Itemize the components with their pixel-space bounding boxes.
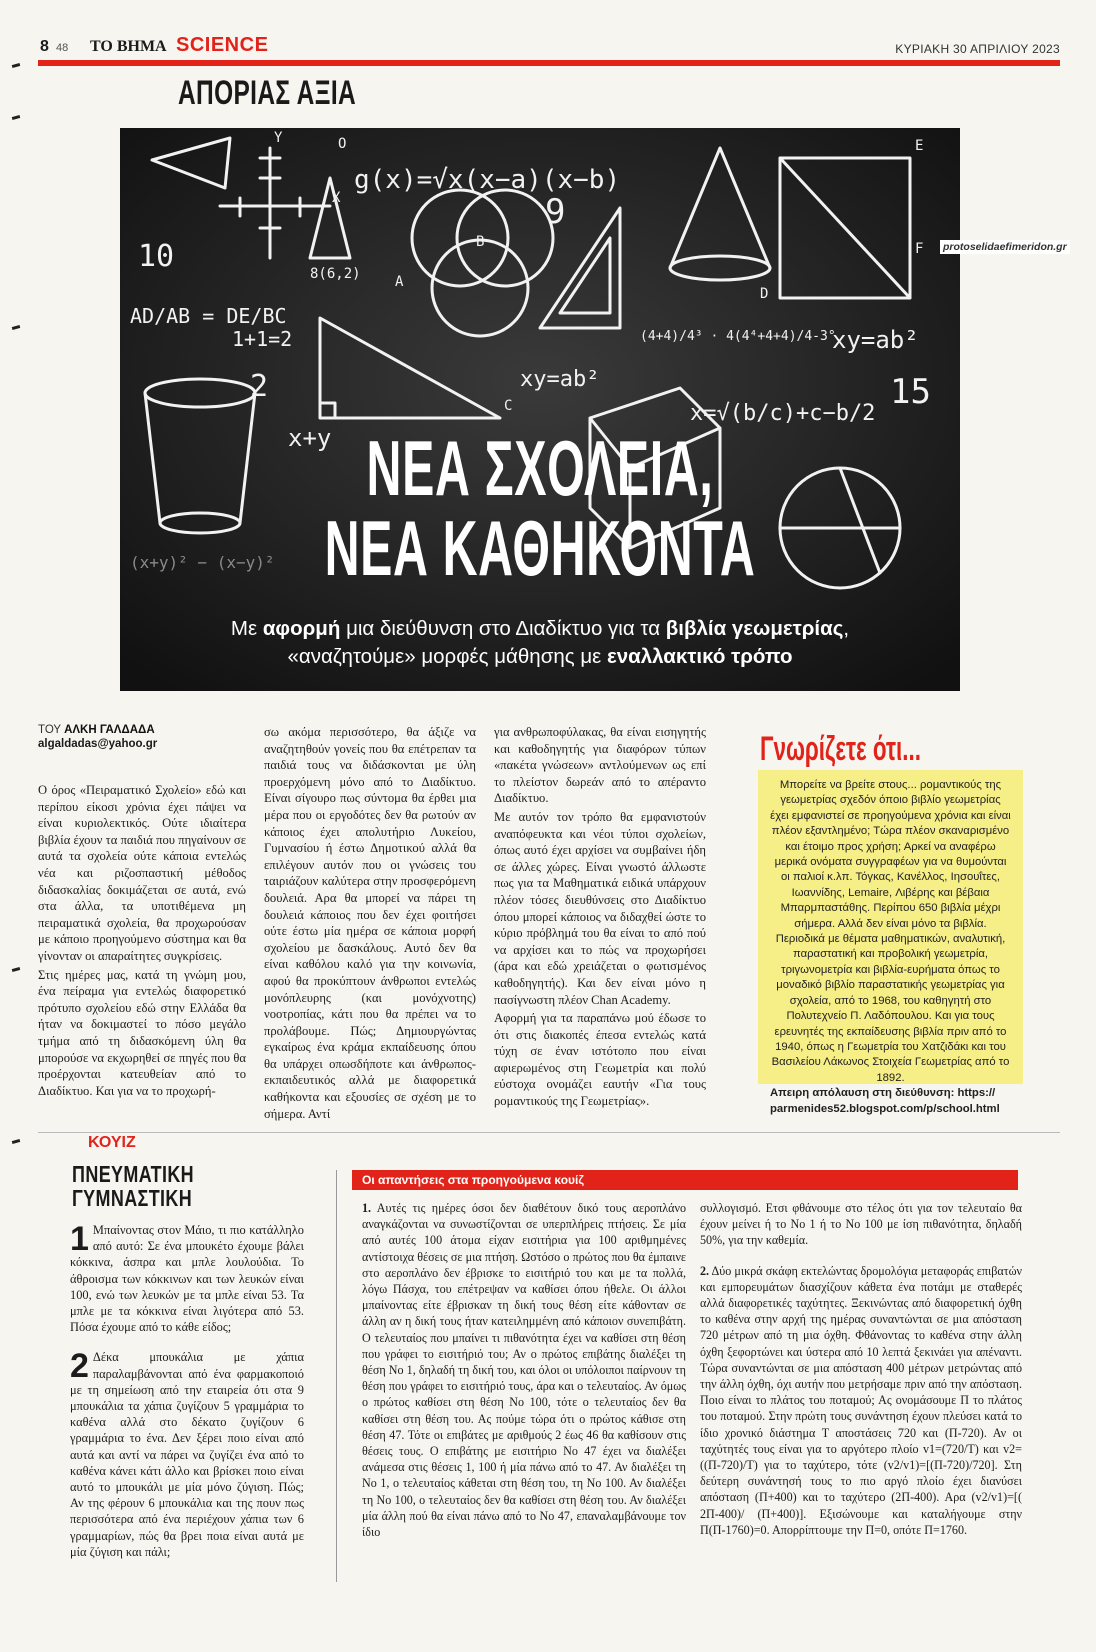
watermark: protoselidaefimeridon.gr (940, 240, 1070, 254)
byline (38, 724, 155, 736)
formula-point: 8(6,2) (310, 266, 361, 282)
question-number: 2 (70, 1347, 89, 1386)
question-text: Δέκα μπουκάλια με χάπια παραλαμβάνονται από ένα φαρμακοποιό με τη σημείωση από την εταιρεία ότι στα 9 μπουκάλια τα χάπια ζυγίζουν 5 γραμμάρια το καθένα αλλά στο δέκατο ζυγίζουν 6 γραμμάρια το ένα. Δεν ξέρει ποιο είναι από αυτά και αντί να πάρει να ζυγίζει ένα από το καθένα κάνει κάτι άλλο και βρίσκει ποιο είναι αυτό το μπουκάλι με μία μόνο ζύγιση. Πώς; Αν της φέρουν 6 μπουκάλια και της πουν πως περισσότερα από ένα περιέχουν χάπια των 6 γραμμαρίων, πώς θα βρει ποια είναι αυτά με μία ζύγιση και πάλι; (70, 1350, 304, 1559)
quiz-label: ΚΟΥΙΖ (88, 1134, 136, 1151)
quiz-questions (70, 1222, 304, 1560)
article-column-1 (38, 782, 246, 1101)
section-name: SCIENCE (176, 34, 269, 56)
quiz-question-1 (70, 1222, 304, 1335)
formula-quadratic: x=√(b/c)+c−b/2 (690, 401, 876, 426)
answer-1 (362, 1200, 686, 1540)
headline-line-1: ΝΕΑ ΣΧΟΛΕΙΑ, (366, 424, 714, 512)
label-c: C (504, 398, 513, 414)
author-name: ΑΛΚΗ ΓΑΛΔΑΔΑ (64, 724, 155, 736)
answers-header-bar: Οι απαντήσεις στα προηγούμενα κουίζ (352, 1170, 1018, 1190)
answers-column-1 (362, 1200, 686, 1542)
answer-number: 2. (700, 1263, 710, 1278)
article-column-2 (264, 724, 476, 1124)
quiz-title-line-1: ΠΝΕΥΜΑΤΙΚΗ (72, 1161, 195, 1187)
quiz-question-2 (70, 1349, 304, 1560)
answers-divider (336, 1170, 337, 1582)
subhead-text: Με (230, 617, 263, 640)
subhead-text: μια διεύθυνση στο Διαδίκτυο για τα (340, 617, 666, 640)
page-number-secondary: 48 (56, 42, 69, 54)
label-y: Y (274, 130, 283, 146)
subhead-bold: αφορμή (262, 617, 341, 640)
formula-x-plus-y: x+y (288, 424, 332, 452)
formula-sum: 1+1=2 (232, 327, 293, 351)
formula-top: g(x)=√x(x−a)(x−b) (354, 165, 621, 195)
paragraph: Ο όρος «Πειραματικό Σχολείο» εδώ και περίπου είκοσι χρόνια έχει πάψει να είναι κυριολεκτικός. Ούτε ιδιαίτερα βιβλία έχουν τα παιδιά που πηγαίνουν σε αυτά τα σχολεία ούτε κάποια εντελώς νέα και ριζοσπαστική μέθοδος διδασκαλίας δοκιμάζεται σε αυτά, ενώ στα άλλα, τα υποτιθέμενα μη πειραματικά σχολεία, θα προχωρούσαν με κάποιο προηγούμενο σύστημα και θα γίνονταν οι απαραίτητες συγκρίσεις. (38, 783, 246, 963)
scan-edge-mark (12, 115, 21, 120)
scan-edge-mark (12, 1139, 21, 1144)
answer-text: Αυτές τις ημέρες όσοι δεν διαθέτουν δικό τους αεροπλάνο αναγκάζονται να συνωστίζονται σε υπερπλήρεις πτήσεις. Σε μία από αυτές 100 άτομα είχαν εισιτήρια για 100 αριθμημένες αντίστοιχα θέσεις σε μια πτήση. Ωστόσο ο πρώτος που θα έμπαινε στο αεροπλάνο δεν έβρισκε το εισιτήριό του και με τα πολλά, λόγω Πάσχα, του επέτρεψαν να καθίσει όπου ήθελε. Οι άλλοι μπαίνοντας είτε έβρισκαν τη δική τους θέση είτε κάθονταν σε άλλη αν η δική τους ήταν κατειλημμένη από κάποιον συνεπιβάτη. Ο τελευταίος που μπαίνει τι πιθανότητα έχει να καθίσει στη θέση που γράφει το εισιτήριό του; Αν ο πρώτος επιβάτης διαλέξει τη θέση Νο 1, δηλαδή τη δική του, και όλοι οι υπόλοιποι παίρνουν τη θέση που γράφει το εισιτήριό τους, άρα και ο τελευταίος. Αν όμως ο πρώτος καθίσει στη θέση Νο 100, τότε ο τελευταίος δεν θα καθίσει στη θέση του. Ας πούμε τώρα ότι ο πρώτος κάθισε στη θέση 47. Τότε οι επιβάτες με αριθμούς 2 έως 46 θα καθίσουν στις θέσεις τους. Ο επιβάτης με εισιτήριο Νο 47 έχει να διαλέξει ανάμεσα στις θέσεις 1, 100 ή μία πάνω από το 47. Αν διαλέξει τη Νο 1, ο τελευταίος κάθεται στη θέση του, τη Νο 100. Αν διαλέξει τη Νο 100, ο τελευταίος δεν θα καθίσει στη θέση του. Αν διαλέξει μία άλλη πού θα είναι πάνω από το Νο 47, επαναλαμβάνουμε τον ίδιο (362, 1201, 686, 1540)
article-column-3 (494, 724, 706, 1112)
label-o: O (338, 136, 347, 152)
newspaper-name: ΤΟ ΒΗΜΑ (90, 38, 167, 55)
column-kicker: ΑΠΟΡΙΑΣ ΑΞΙΑ (178, 74, 357, 112)
subhead-text: , (843, 617, 850, 640)
number-2: 2 (250, 369, 269, 404)
label-d: D (760, 286, 769, 302)
label-b: B (476, 234, 485, 250)
scan-edge-mark (12, 325, 21, 330)
answer-text: Δύο μικρά σκάφη εκτελώντας δρομολόγια μεταφοράς επιβατών και εμπορευμάτων διασχίζουν κάθετα ένα ποτάμι με σταθερές αλλά διαφορετικές ταχύτητες. Ξεκινώντας από διαφορετική όχθη το καθένα στην αρχή της ημέρας συναντώνται σε μια απόσταση 720 μέτρων από τη μια όχθη. Φθάνοντας το καθένα στην άλλη όχθη ξεφορτώνει και ύστερα από 10 λεπτά ξεκινάει για απέναντι. Τώρα συναντώνται σε μια απόσταση 400 μέτρων μετρώντας από την άλλη όχθη, όχι αυτήν που μετρήσαμε πριν από την απόσταση. Ποιο είναι το πλάτος του ποταμού; Ας ονομάσουμε Π το πλάτος του ποταμού. Στην πρώτη τους συνάντηση έχουν πλεύσει κατά το ίδιο χρονικό διάστημα Τ αποστάσεις 720 και (Π-720). Αν οι ταχύτητές τους είναι για το αργότερο πλοίο v1=(720/T) και v2=((Π-720)/T) για το ταχύτερο, τότε (v2/v1)=[(Π-720)/720]. Στη δεύτερη συνάντησή τους το πιο αργό πλοίο έχει διανύσει απόσταση (Π+400) και το ταχύτερο (2Π-400). Αρα (v2/v1)=[( 2Π-400)/ (Π+400)]. Εξισώνουμε και καταλήγουμε στην Π(Π-1760)=0. Απορρίπτουμε την Π=0, οπότε Π=1760. (700, 1263, 1022, 1537)
formula-identity: (x+y)² − (x−y)² (130, 553, 275, 572)
question-number: 1 (70, 1220, 89, 1258)
subhead-bold: εναλλακτικό τρόπο (606, 645, 793, 668)
byline-prefix: ΤΟΥ (38, 724, 65, 736)
did-you-know-title: Γνωρίζετε ότι... (760, 730, 921, 768)
answers-column-2 (700, 1200, 1022, 1540)
author-email[interactable]: algaldadas@yahoo.gr (38, 738, 158, 750)
answer-1-continued: συλλογισμό. Ετσι φθάνουμε στο τέλος ότι για τον τελευταίο θα έχουν μείνει ή το Νο 1 ή το Νο 100 με ίση πιθανότητα, δηλαδή 50%, για την καθεμία. (700, 1201, 1022, 1248)
did-you-know-link-url[interactable]: parmenides52.blogspot.com/p/school.html (770, 1102, 1000, 1115)
paragraph: σω ακόμα περισσότερο, θα άξιζε να αναζητηθούν γονείς που θα επέτρεπαν τα παιδιά τους να διδάσκονται με ύλη προερχόμενη μόνο από το Διαδίκτυο. Είναι σίγουρο πως σύντομα θα έρθει μια μέρα που οι εργοδότες δεν θα ρωτούν αν κάποιος έχει απολυτήριο Λυκείου, Γυμνασίου ή έστω Δημοτικού αλλά θα επιλέγουν αυτόν που οι γνώσεις του ταιριάζουν καλύτερα στην προσφερόμενη δουλειά. Αρα θα μπορεί να πάρει τη δουλειά κάποιος που δεν έχει φοιτήσει ούτε έστω μία ημέρα σε κάποια μορφή σχολείου με δασκάλους. Αυτό δεν θα είναι καθόλου καλό για την κοινωνία, αφού θα προκύπτουν άνθρωποι εντελώς μονόπλευρης (και μονόχνοτης) νοοτροπίας, κάτι που θα πρέπει να το προλάβουμε. Πώς; Δημιουργώντας εγκαίρως ένα κράμα εκπαίδευσης όπου θα υπάρχει οπωσδήποτε και άνθρωπος-εκπαιδευτικός αλλά με διαφορετικά καθήκοντα και εξουσίες σε σχέση με το σήμερα. Αντί (264, 725, 476, 1121)
formula-fraction-middle: (4+4)/4³ · 4(4⁴+4+4)/4-3° (640, 329, 836, 344)
formula-xy-2: xy=ab² (832, 326, 919, 354)
did-you-know-link-label: Απειρη απόλαυση στη διεύθυνση: https:// (770, 1087, 996, 1100)
scan-edge-mark (12, 967, 21, 972)
subhead-bold: βιβλία γεωμετρίας (665, 617, 844, 640)
label-x: X (332, 190, 341, 206)
did-you-know-text: Μπορείτε να βρείτε στους... ρομαντικούς της γεωμετρίας σχεδόν όποιο βιβλίο γεωμετρίας έχει εμφανιστεί σε προηγούμενα χρόνια και είναι πλέον εξαντλημένο; Τώρα πλέον σκαναρισμένο και έτοιμο προς χρήση; Αρκεί να αναφέρω μερικά ονόματα συγγραφέων για να θυμούνται οι παλιοί κ.λπ. Τόγκας, Κανέλλος, Ιησουΐτες, Ιωαννίδης, Lemaire, Λιβέρης και βέβαια Μπαρμπαστάθης. Περίπου 650 βιβλία μέχρι σήμερα. Αλλά δεν είναι μόνο τα βιβλία. Περιοδικά με θέματα μαθηματικών, αναλυτική, παραστατική και προβολική γεωμετρία, τριγωνομετρία και βιβλία-ευρήματα όπως το μοναδικό βιβλίο παραστατικής γεωμετρίας για σχολεία, από το 1968, του καθηγητή στο Πολυτεχνείο Π. Λαδόπουλου. Και για τους ερευνητές της εκπαίδευσης βιβλία πριν από το 1940, όπως η Γεωμετρία του Χατζιδάκι και του Βασιλείου Λάκωνος Στοιχεία Γεωμετρίας από το 1892. (770, 779, 1011, 1084)
headline (120, 424, 960, 592)
label-a: A (395, 274, 404, 290)
subhead-text: «αναζητούμε» μορφές μάθησης με (287, 645, 607, 668)
label-f: F (915, 241, 924, 257)
header-rule (38, 60, 1060, 66)
answer-number: 1. (362, 1201, 372, 1215)
label-e: E (915, 138, 924, 154)
quiz-separator (38, 1132, 1060, 1133)
subheadline (120, 615, 960, 671)
number-10: 10 (138, 239, 175, 274)
issue-date: ΚΥΡΙΑΚΗ 30 ΑΠΡΙΛΙΟΥ 2023 (895, 42, 1060, 56)
page-number: 8 (40, 38, 49, 55)
question-text: Μπαίνοντας στον Μάιο, τι πιο κατάλληλο από αυτό: Σε ένα μπουκέτο έχουμε βάλει κόκκινα, άσπρα και μπλε λουλούδια. Το άθροισμα των κόκκινων και των λευκών είναι 100, ενώ των λευκών με τα μπλε είναι 53. Τα μπλε με τα κόκκινα είναι λιγότερα από 53. Πόσα έχουμε από το κάθε είδος; (70, 1223, 304, 1335)
did-you-know-box (758, 770, 1023, 1115)
formula-xy-1: xy=ab² (520, 367, 600, 392)
number-15: 15 (890, 372, 931, 412)
paragraph: Με αυτόν τον τρόπο θα εμφανιστούν αναπόφευκτα και νέοι τύποι σχολείων, όπως αυτό έχει αρχίσει να συμβαίνει ήδη σε άλλες χώρες. Είναι γνωστό άλλωστε πως για τα Μαθηματικά ειδικά υπάρχουν πλέον τόσες διευθύνσεις στο Διαδίκτυο όπου μπορεί κάποιος να διδαχθεί ώστε το κύριο πρόβλημά του θα είναι το από πού να αρχίσει και το πώς να προχωρήσει (άρα και εδώ χρειάζεται ο φωτισμένος καθοδηγητής). Και δεν είναι μόνο η πασίγνωστη πλέον Chan Academy. (494, 809, 706, 1007)
paragraph: για ανθρωποφύλακας, θα είναι εισηγητής και καθοδηγητής για διαφόρων τύπων «πακέτα γνώσεων» αντλούμενων ως επί το πλείστον δωρεάν από το απέραντο Διαδίκτυο. (494, 725, 706, 806)
answer-2 (700, 1263, 1022, 1538)
number-9: 9 (545, 192, 566, 232)
blackboard-drawings (120, 128, 960, 691)
formula-fraction: AD/AB = DE/BC (130, 304, 287, 328)
headline-line-2: ΝΕΑ ΚΑΘΗΚΟΝΤΑ (324, 504, 756, 592)
paragraph: Αφορμή για τα παραπάνω μού έδωσε το ότι στις διακοπές έπεσα εντελώς κατά τύχη σε έναν ιστότοπο που είναι αφιερωμένος στη Γεωμετρία και πολύ εύστοχα ονομάζει εαυτήν «Για τους ρομαντικούς της Γεωμετρίας». (494, 1011, 706, 1109)
quiz-title-line-2: ΓΥΜΝΑΣΤΙΚΗ (72, 1185, 193, 1211)
scan-edge-mark (12, 63, 21, 68)
hero-blackboard-image (120, 128, 960, 691)
quiz-title (72, 1162, 194, 1210)
paragraph: Στις ημέρες μας, κατά τη γνώμη μου, ένα πείραμα για εντελώς διαφορετικό πρότυπο σχολείου εδώ στην Ελλάδα θα ήταν να δοκιμαστεί το πόσο μεγάλο τμήμα από τη διδασκόμενη ύλη θα μπορούσε να εκχωρηθεί σε πηγές που θα προέρχονται κατευθείαν από το Διαδίκτυο. Και για να το προχωρή- (38, 967, 246, 1098)
